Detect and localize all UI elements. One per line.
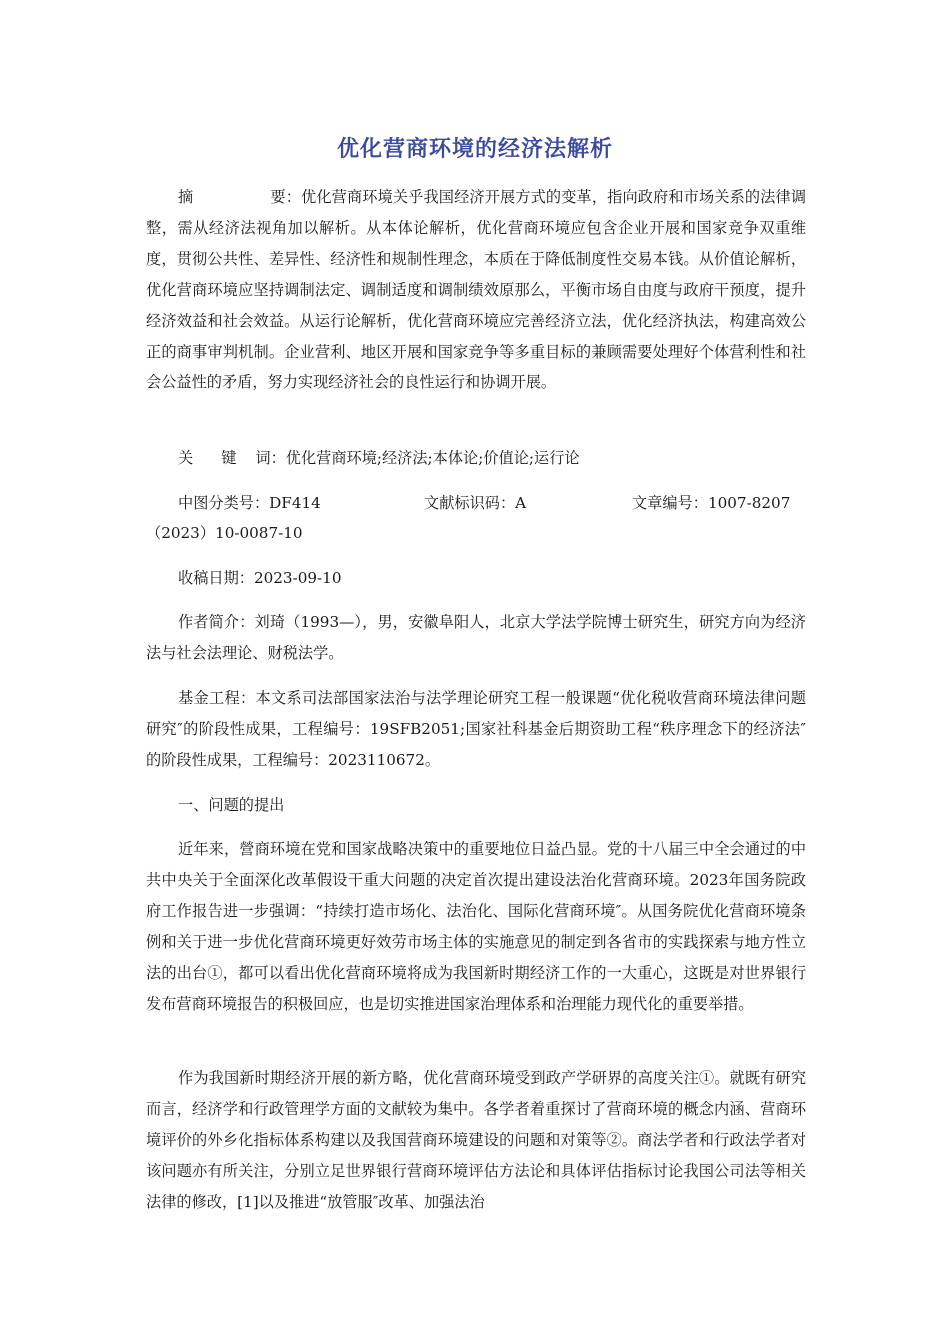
article-title: 优化营商环境的经济法解析 [336, 137, 613, 162]
keywords-label-c: 词： [255, 449, 286, 467]
abstract-label-a: 摘 [178, 188, 194, 206]
received-date: 收稿日期：2023-09-10 [178, 569, 342, 587]
abstract-text: 优化营商环境关乎我国经济开展方式的变革，指向政府和市场关系的法律调整，需从经济法视角加以解析。从本体论解析，优化营商环境应包含企业开展和国家竞争双重维度，贯彻公共性、差异性、经济性和规制性理念，本质在于降低制度性交易本钱。从价值论解析，优化营商环境应坚持调制法定、调制适度和调制绩效原那么，平衡市场自由度与政府干预度，提升经济效益和社会效益。从运行论解析，优化营商环境应完善经济立法，优化经济执法，构建高效公正的商事审判机制。企业营利、地区开展和国家竞争等多重目标的兼顾需要处理好个体营利性和社会公益性的矛盾，努力实现经济社会的良性运行和协调开展。 [146, 188, 807, 392]
abstract-label-b: 要： [270, 188, 302, 206]
body-paragraph-1: 近年来，營商环境在党和国家战略决策中的重要地位日益凸显。党的十八届三中全会通过的中共中央关于全面深化改革假设干重大问题的决定首次提出建设法治化营商环境。2023年国务院政府工作报告进一步强调：“持续打造市场化、法治化、国际化营商环境″。从国务院优化营商环境条例和关于进一步优化营商环境更好效劳市场主体的实施意见的制定到各省市的实践探索与地方性立法的出台①，都可以看出优化营商环境将成为我国新时期经济工作的一大重心，这既是对世界银行发布营商环境报告的积极回应，也是切实推进国家治理体系和治理能力现代化的重要举措。 [146, 840, 806, 1013]
article-number-continued: （2023）10-0087-10 [146, 524, 303, 542]
author-info: 作者简介：刘琦（1993—），男，安徽阜阳人，北京大学法学院博士研究生，研究方向为经济法与社会法理论、财税法学。 [146, 613, 806, 662]
body-paragraph-2: 作为我国新时期经济开展的新方略，优化营商环境受到政产学研界的高度关注①。就既有研究而言，经济学和行政管理学方面的文献较为集中。各学者着重探讨了营商环境的概念内涵、营商环境评价的外乡化指标体系构建以及我国营商环境建设的问题和对策等②。商法学者和行政法学者对该问题亦有所关注，分别立足世界银行营商环境评估方法论和具体评估指标讨论我国公司法等相关法律的修改，[1]以及推进“放管服″改革、加强法治 [146, 1069, 806, 1211]
fund-info: 基金工程：本文系司法部国家法治与法学理论研究工程一般课题“优化税收营商环境法律问题研究″的阶段性成果，工程编号：19SFB2051;国家社科基金后期资助工程“秩序理念下的经济法″ 的阶段性成果，工程编号：2023110672。 [146, 689, 806, 769]
document-code: 文献标识码：A [424, 494, 527, 512]
keywords-text: 优化营商环境;经济法;本体论;价值论;运行论 [285, 449, 580, 467]
keywords-label-b: 键 [221, 449, 237, 467]
keywords-label-a: 关 [178, 449, 194, 467]
article-number: 文章编号：1007-8207 [632, 494, 791, 512]
keywords-line [146, 443, 838, 473]
section-heading: 一、问题的提出 [178, 796, 285, 814]
abstract-paragraph [146, 182, 806, 398]
clc-number: 中图分类号：DF414 [178, 494, 321, 512]
